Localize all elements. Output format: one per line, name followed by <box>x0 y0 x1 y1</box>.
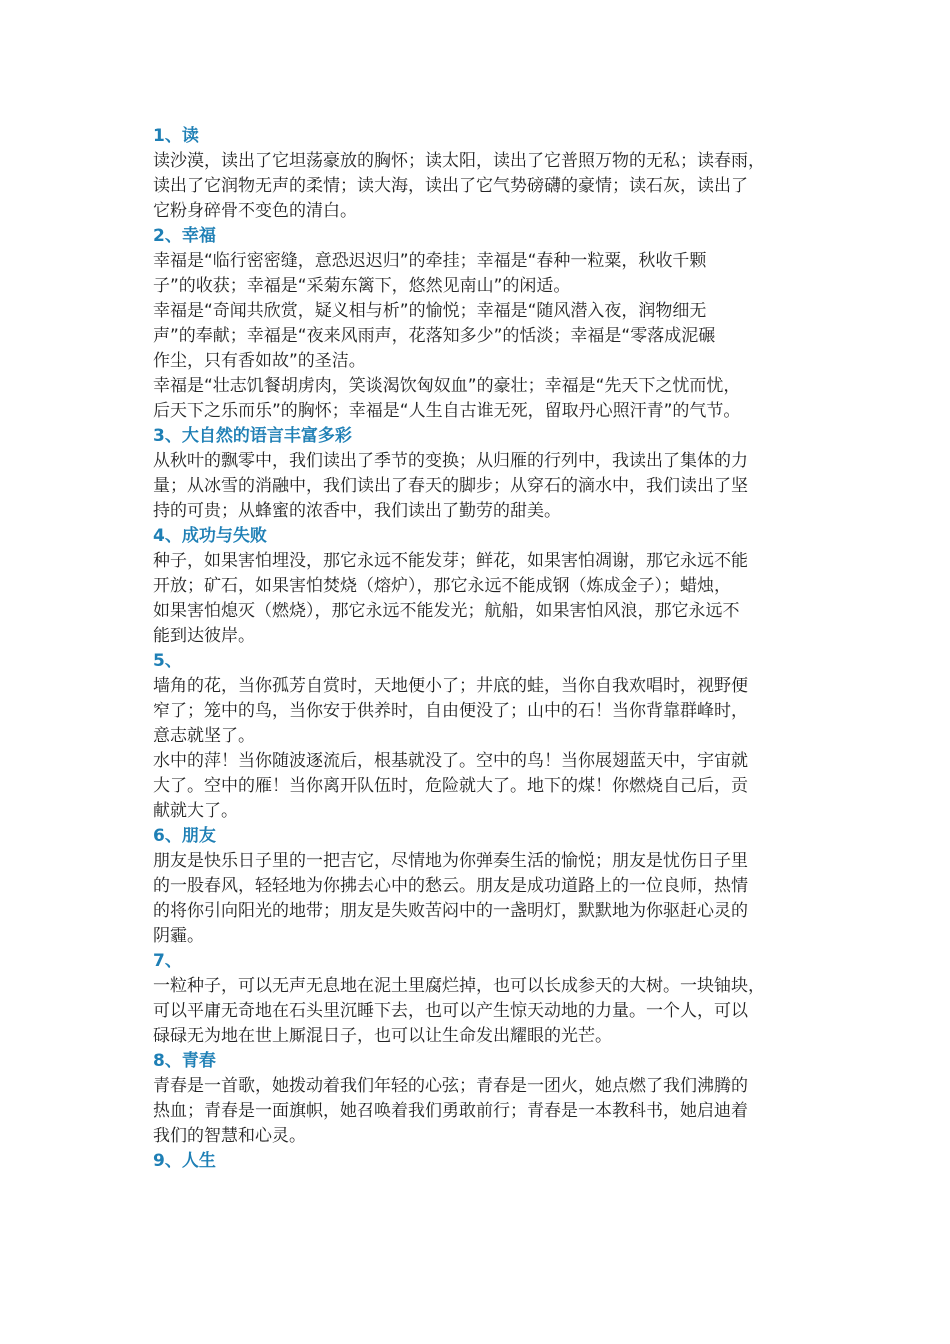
section-heading: 9、人生 <box>153 1151 216 1171</box>
paragraph-line: 它粉身碎骨不变色的清白。 <box>153 201 357 221</box>
paragraph-line: 幸福是“临行密密缝，意恐迟迟归”的牵挂；幸福是“春种一粒粟，秋收千颗 <box>153 251 707 271</box>
paragraph-line: 子”的收获；幸福是“采菊东篱下，悠然见南山”的闲适。 <box>153 276 571 296</box>
section-paragraph <box>153 674 801 749</box>
paragraph-line: 的一股春风，轻轻地为你拂去心中的愁云。朋友是成功道路上的一位良师，热情 <box>153 876 748 896</box>
paragraph-line: 量；从冰雪的消融中，我们读出了春天的脚步；从穿石的滴水中，我们读出了坚 <box>153 476 748 496</box>
section-heading: 5、 <box>153 651 182 671</box>
section-paragraph <box>153 249 801 299</box>
paragraph-line: 幸福是“壮志饥餐胡虏肉，笑谈渴饮匈奴血”的豪壮；幸福是“先天下之忧而忧， <box>153 376 741 396</box>
paragraph-line: 种子，如果害怕埋没，那它永远不能发芽；鲜花，如果害怕凋谢，那它永远不能 <box>153 551 748 571</box>
paragraph-line: 的将你引向阳光的地带；朋友是失败苦闷中的一盏明灯，默默地为你驱赶心灵的 <box>153 901 748 921</box>
document-page <box>153 124 801 1174</box>
paragraph-line: 水中的萍！当你随波逐流后，根基就没了。空中的鸟！当你展翅蓝天中，宇宙就 <box>153 751 748 771</box>
section-paragraph <box>153 299 801 374</box>
paragraph-line: 如果害怕熄灭（燃烧），那它永远不能发光；航船，如果害怕风浪，那它永远不 <box>153 601 740 621</box>
section-paragraph <box>153 449 801 524</box>
paragraph-line: 可以平庸无奇地在石头里沉睡下去，也可以产生惊天动地的力量。一个人，可以 <box>153 1001 748 1021</box>
paragraph-line: 一粒种子，可以无声无息地在泥土里腐烂掉，也可以长成参天的大树。一块铀块， <box>153 976 765 996</box>
section-paragraph <box>153 149 801 224</box>
paragraph-line: 我们的智慧和心灵。 <box>153 1126 306 1146</box>
section-paragraph <box>153 974 801 1049</box>
paragraph-line: 声”的奉献；幸福是“夜来风雨声，花落知多少”的恬淡；幸福是“零落成泥碾 <box>153 326 716 346</box>
paragraph-line: 持的可贵；从蜂蜜的浓香中，我们读出了勤劳的甜美。 <box>153 501 561 521</box>
section-paragraph <box>153 374 801 424</box>
paragraph-line: 大了。空中的雁！当你离开队伍时，危险就大了。地下的煤！你燃烧自己后，贡 <box>153 776 748 796</box>
section-paragraph <box>153 549 801 649</box>
section-paragraph <box>153 1074 801 1149</box>
section-heading: 8、青春 <box>153 1051 216 1071</box>
section-heading: 3、大自然的语言丰富多彩 <box>153 426 352 446</box>
paragraph-line: 热血；青春是一面旗帜，她召唤着我们勇敢前行；青春是一本教科书，她启迪着 <box>153 1101 748 1121</box>
paragraph-line: 朋友是快乐日子里的一把吉它，尽情地为你弹奏生活的愉悦；朋友是忧伤日子里 <box>153 851 748 871</box>
paragraph-line: 读出了它润物无声的柔情；读大海，读出了它气势磅礴的豪情；读石灰，读出了 <box>153 176 748 196</box>
section-heading: 7、 <box>153 951 182 971</box>
paragraph-line: 作尘，只有香如故”的圣洁。 <box>153 351 366 371</box>
section-heading: 1、读 <box>153 126 199 146</box>
section-heading: 2、幸福 <box>153 226 216 246</box>
paragraph-line: 窄了；笼中的鸟，当你安于供养时，自由便没了；山中的石！当你背靠群峰时， <box>153 701 748 721</box>
paragraph-line: 阴霾。 <box>153 926 204 946</box>
paragraph-line: 青春是一首歌，她拨动着我们年轻的心弦；青春是一团火，她点燃了我们沸腾的 <box>153 1076 748 1096</box>
section-heading: 6、朋友 <box>153 826 216 846</box>
section-heading: 4、成功与失败 <box>153 526 267 546</box>
section-paragraph <box>153 849 801 949</box>
paragraph-line: 从秋叶的飘零中，我们读出了季节的变换；从归雁的行列中，我读出了集体的力 <box>153 451 748 471</box>
paragraph-line: 意志就坚了。 <box>153 726 255 746</box>
paragraph-line: 墙角的花，当你孤芳自赏时，天地便小了；井底的蛙，当你自我欢唱时，视野便 <box>153 676 748 696</box>
paragraph-line: 能到达彼岸。 <box>153 626 255 646</box>
paragraph-line: 献就大了。 <box>153 801 238 821</box>
paragraph-line: 后天下之乐而乐”的胸怀；幸福是“人生自古谁无死，留取丹心照汗青”的气节。 <box>153 401 741 421</box>
paragraph-line: 读沙漠，读出了它坦荡豪放的胸怀；读太阳，读出了它普照万物的无私；读春雨， <box>153 151 765 171</box>
section-paragraph <box>153 749 801 824</box>
paragraph-line: 幸福是“奇闻共欣赏，疑义相与析”的愉悦；幸福是“随风潜入夜，润物细无 <box>153 301 707 321</box>
paragraph-line: 开放；矿石，如果害怕焚烧（熔炉），那它永远不能成钢（炼成金子）；蜡烛， <box>153 576 731 596</box>
paragraph-line: 碌碌无为地在世上厮混日子，也可以让生命发出耀眼的光芒。 <box>153 1026 612 1046</box>
